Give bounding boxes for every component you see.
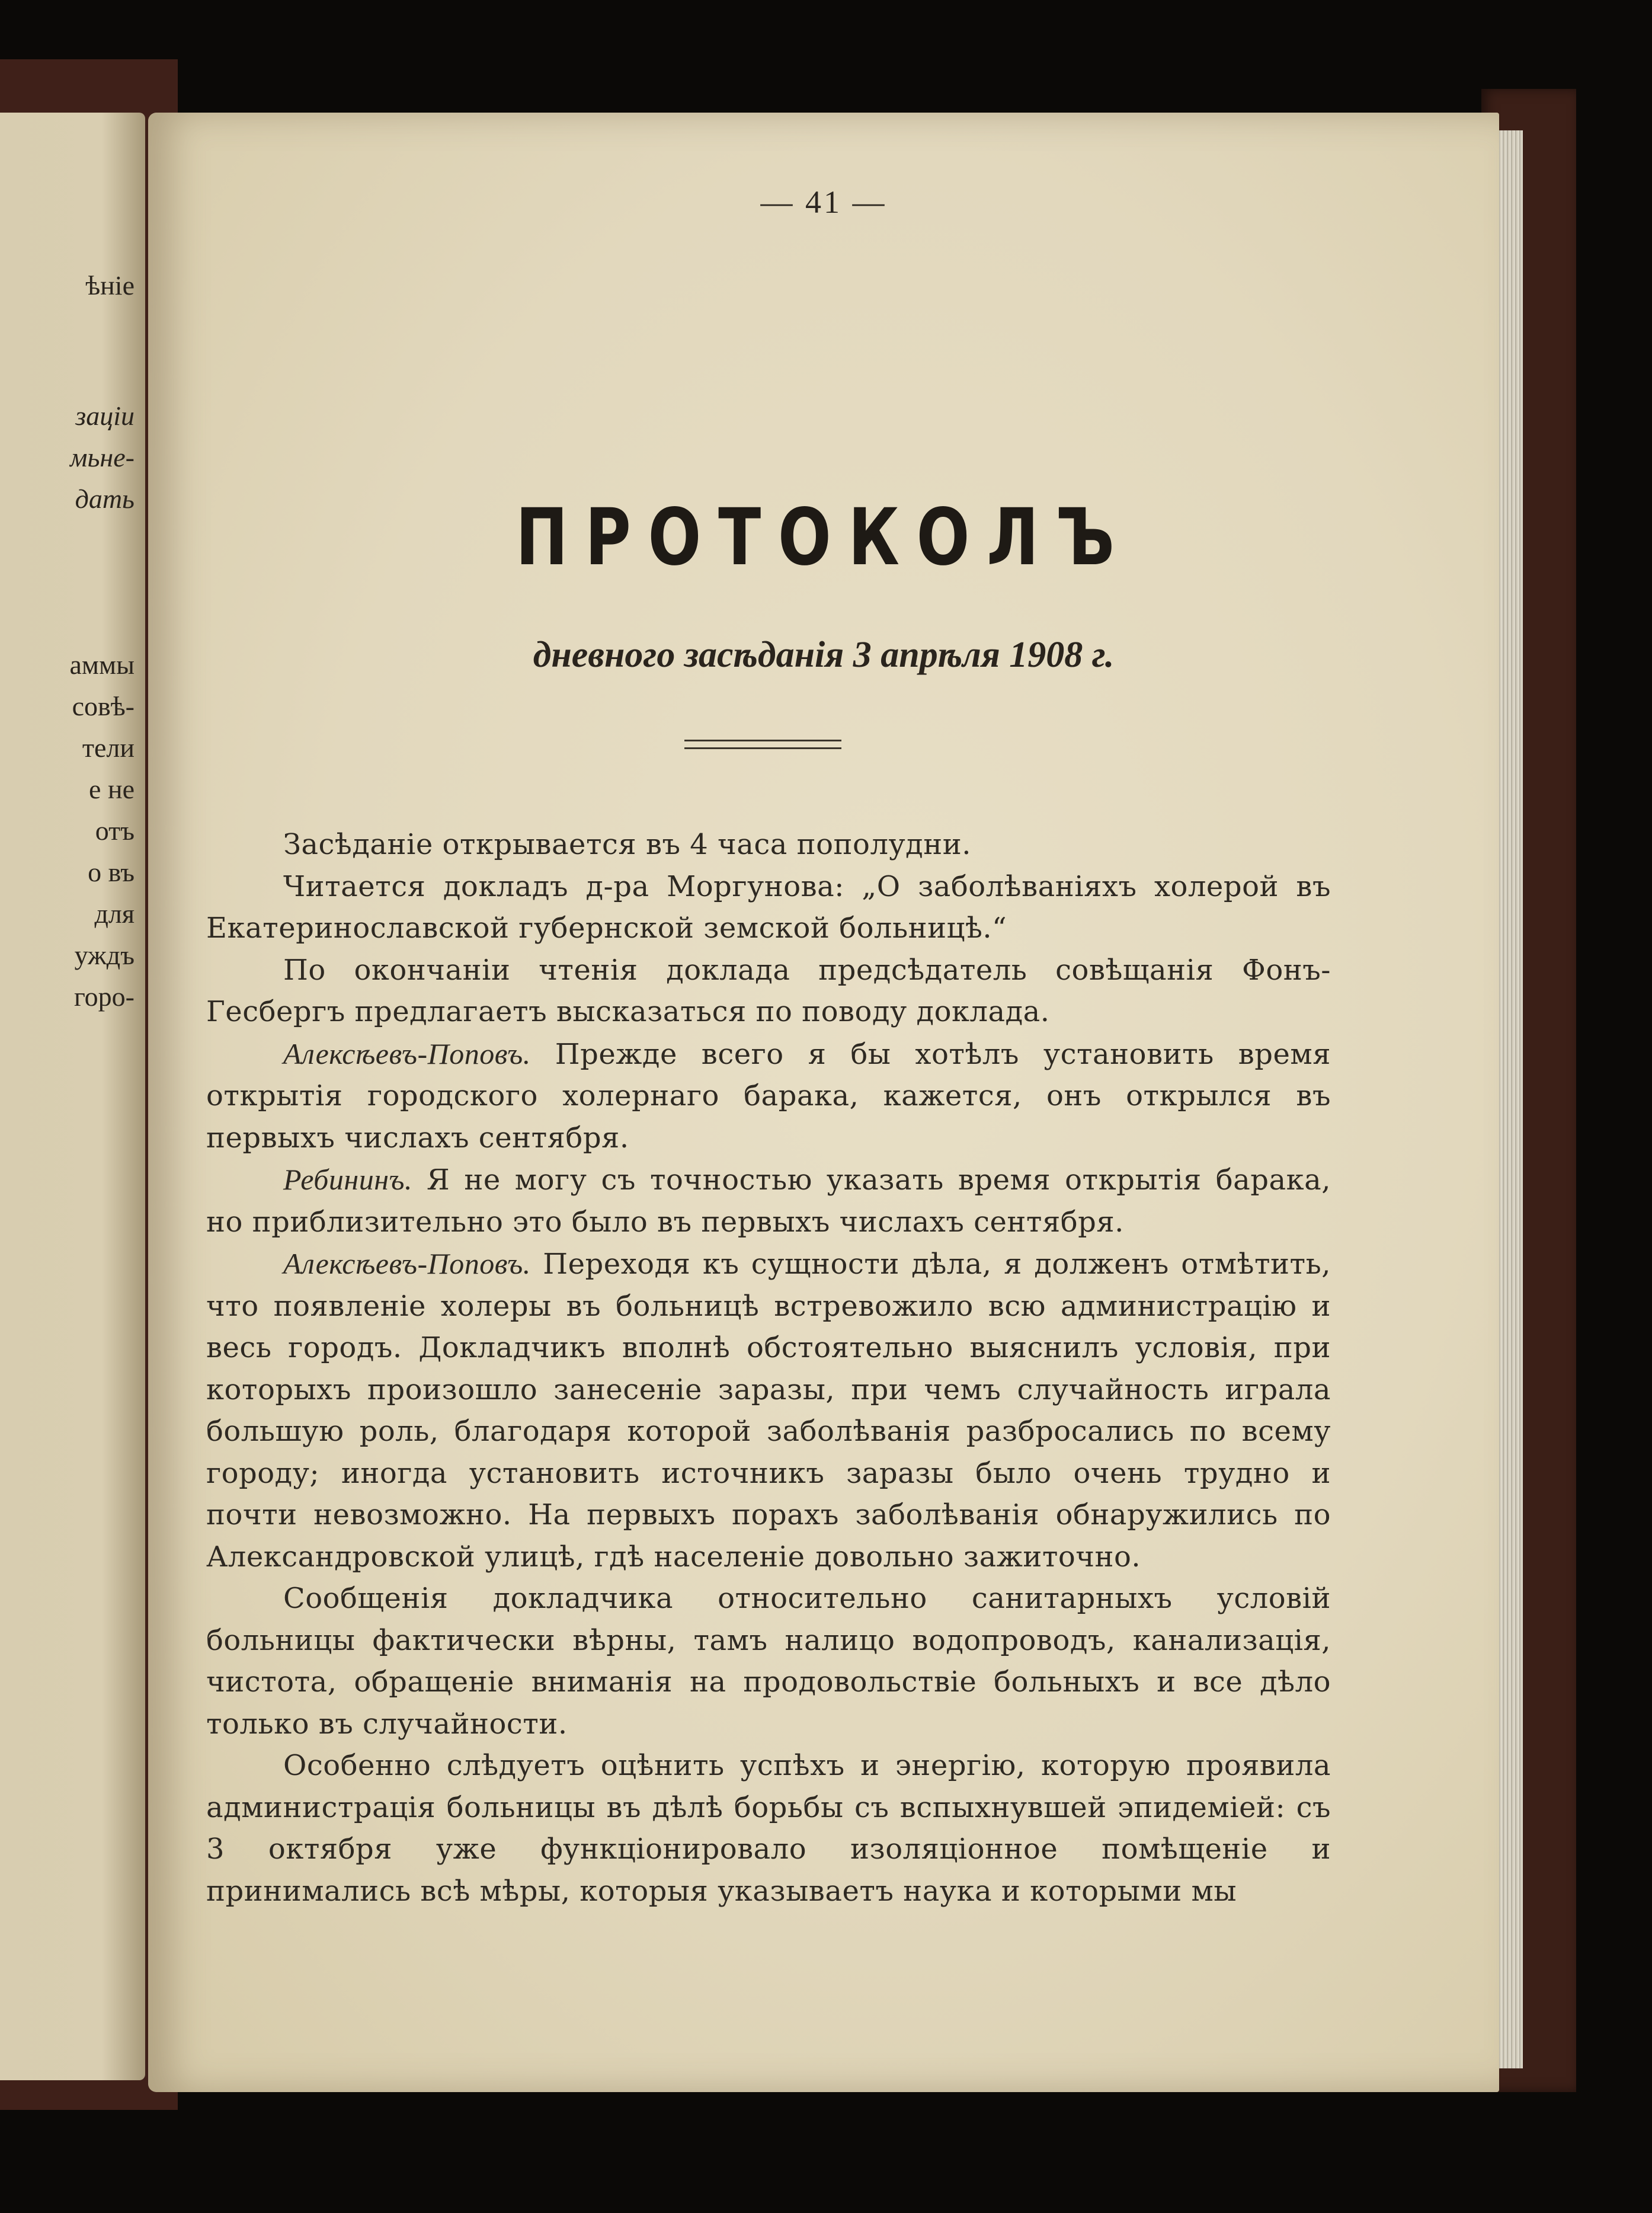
paragraph — [206, 949, 1331, 1033]
paragraph-text: Особенно слѣдуетъ оцѣнить успѣхъ и энергію, которую проявила администрація больницы въ дѣлѣ борьбы съ вспыхнувшей эпидеміей: съ 3 октября уже функціонировало изоляціонное помѣщеніе и принимались всѣ мѣры, которыя указываетъ наука и которыми мы — [206, 1749, 1331, 1908]
paragraph-text: Засѣданіе открывается въ 4 часа пополудни. — [283, 828, 971, 861]
paragraph — [206, 1578, 1331, 1745]
page-number: — 41 — — [760, 184, 887, 220]
left-page-fragment: для — [94, 898, 135, 929]
left-page-edge — [0, 113, 145, 2080]
page-subtitle: дневного засѣданія 3 апрѣля 1908 г. — [533, 635, 1115, 675]
left-page-fragment: совѣ- — [72, 691, 135, 721]
main-page — [148, 113, 1499, 2092]
left-page-fragment: о въ — [88, 857, 135, 887]
paragraph-text: Прежде всего я бы хотѣлъ установить время открытія городского холернаго барака, кажется, онъ открылся въ первыхъ числахъ сентября. — [206, 1037, 1331, 1155]
left-page-fragment: мьне- — [70, 442, 135, 472]
page-title: ПРОТОКОЛЪ — [516, 492, 1132, 583]
paragraph — [206, 1745, 1331, 1912]
left-page-fragment: е не — [89, 774, 135, 804]
paragraph-text: Переходя къ сущности дѣла, я долженъ отмѣтить, что появленіе холеры въ больницѣ встревожило всю администрацію и весь городъ. Докладчикъ вполнѣ обстоятельно выяснилъ условія, при которыхъ произошло занесеніе заразы, при чемъ случайность играла большую роль, благодаря которой заболѣванія разбросались по всему городу; иногда установить источникъ заразы было очень трудно и почти невозможно. На первыхъ порахъ заболѣванія обнаружились по Александровской улицѣ, гдѣ населеніе довольно зажиточно. — [206, 1248, 1331, 1574]
paragraph — [206, 1159, 1331, 1243]
paragraph-text: По окончаніи чтенія доклада предсѣдатель совѣщанія Фонъ-Гесбергъ предлагаетъ высказаться по поводу доклада. — [206, 953, 1331, 1028]
left-page-fragment: ѣніе — [85, 270, 135, 300]
speaker-name: Ребининъ. — [283, 1163, 412, 1196]
paragraph — [206, 1033, 1331, 1159]
left-page-fragment: тели — [82, 733, 135, 763]
left-page-fragment: отъ — [95, 816, 135, 846]
double-rule-divider — [684, 740, 841, 749]
left-page-fragment: аммы — [69, 650, 135, 680]
paragraph-text: Сообщенія докладчика относительно санитарныхъ условій больницы фактически вѣрны, тамъ налицо водопроводъ, канализація, чистота, обращеніе вниманія на продовольствіе больныхъ и все дѣло только въ случайности. — [206, 1582, 1331, 1741]
paragraph — [206, 824, 1331, 866]
paragraph-text: Я не могу съ точностью указать время открытія барака, но приблизительно это было въ первыхъ числахъ сентября. — [206, 1163, 1331, 1239]
protocol-body — [206, 824, 1331, 1912]
left-page-fragment: заціи — [75, 401, 135, 431]
page-edge-stack — [1496, 130, 1523, 2068]
paragraph — [206, 1243, 1331, 1578]
speaker-name: Алексѣевъ-Поповъ. — [283, 1037, 531, 1070]
left-page-fragment: уждъ — [74, 940, 135, 970]
paragraph — [206, 866, 1331, 949]
speaker-name: Алексѣевъ-Поповъ. — [283, 1247, 531, 1280]
left-page-fragment: дать — [75, 484, 135, 514]
paragraph-text: Читается докладъ д-ра Моргунова: „О заболѣваніяхъ холерой въ Екатеринославской губернской земской больницѣ.“ — [206, 869, 1331, 945]
left-page-fragment: горо- — [73, 981, 135, 1012]
